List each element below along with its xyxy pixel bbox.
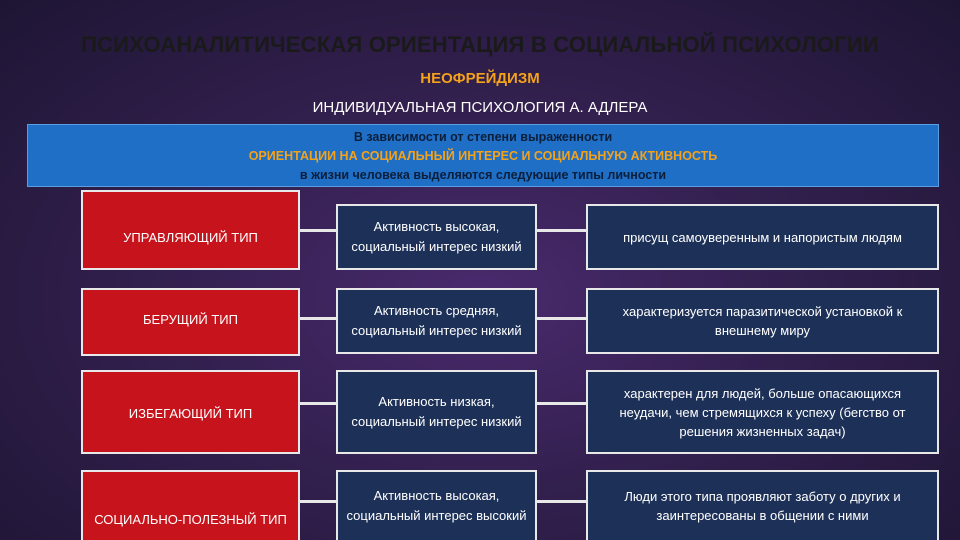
connector-line xyxy=(300,317,336,320)
personality-type-box xyxy=(81,370,300,454)
page-title: ПСИХОАНАЛИТИЧЕСКАЯ ОРИЕНТАЦИЯ В СОЦИАЛЬНОЙ ПСИХОЛОГИИ xyxy=(81,32,879,57)
connector-line xyxy=(300,500,336,503)
activity-box xyxy=(336,204,537,270)
description-box xyxy=(586,204,939,270)
description-text: присущ самоуверенным и напористым людям xyxy=(623,229,902,245)
personality-type-label: УПРАВЛЯЮЩИЙ ТИП xyxy=(123,230,258,245)
connector-line xyxy=(300,229,336,232)
activity-text: Активность высокая, социальный интерес низкий xyxy=(351,219,522,254)
activity-box xyxy=(336,470,537,540)
connector-line xyxy=(537,229,586,232)
connector-line xyxy=(537,317,586,320)
personality-type-box xyxy=(81,190,300,270)
connector-line xyxy=(300,402,336,405)
description-text: характерен для людей, больше опасающихся неудачи, чем стремящихся к успеху (бегство от решения жизненных задач) xyxy=(619,385,906,439)
connector-line xyxy=(537,500,586,503)
description-text: Люди этого типа проявляют заботу о других и заинтересованы в общении с ними xyxy=(624,489,901,523)
description-box xyxy=(586,370,939,454)
activity-text: Активность средняя, социальный интерес низкий xyxy=(351,303,522,338)
banner-line-2: ОРИЕНТАЦИИ НА СОЦИАЛЬНЫЙ ИНТЕРЕС И СОЦИАЛЬНУЮ АКТИВНОСТЬ xyxy=(248,149,718,163)
connector-line xyxy=(537,402,586,405)
personality-type-label: ИЗБЕГАЮЩИЙ ТИП xyxy=(128,406,253,421)
personality-type-label: БЕРУЩИЙ ТИП xyxy=(143,312,238,327)
intro-banner xyxy=(27,124,939,187)
personality-type-label: СОЦИАЛЬНО-ПОЛЕЗНЫЙ ТИП xyxy=(94,512,287,527)
banner-line-1: В зависимости от степени выраженности xyxy=(353,130,613,144)
activity-box xyxy=(336,370,537,454)
activity-text: Активность низкая, социальный интерес низкий xyxy=(351,394,522,429)
activity-text: Активность высокая, социальный интерес высокий xyxy=(346,488,527,523)
section-subheading: ИНДИВИДУАЛЬНАЯ ПСИХОЛОГИЯ А. АДЛЕРА xyxy=(312,99,648,116)
activity-box xyxy=(336,288,537,354)
personality-type-box xyxy=(81,288,300,356)
personality-type-box xyxy=(81,470,300,540)
banner-line-3: в жизни человека выделяются следующие типы личности xyxy=(299,168,667,182)
description-text: характеризуется паразитической установкой к внешнему миру xyxy=(622,304,903,338)
description-box xyxy=(586,288,939,354)
description-box xyxy=(586,470,939,540)
section-subtitle: НЕОФРЕЙДИЗМ xyxy=(420,70,540,87)
